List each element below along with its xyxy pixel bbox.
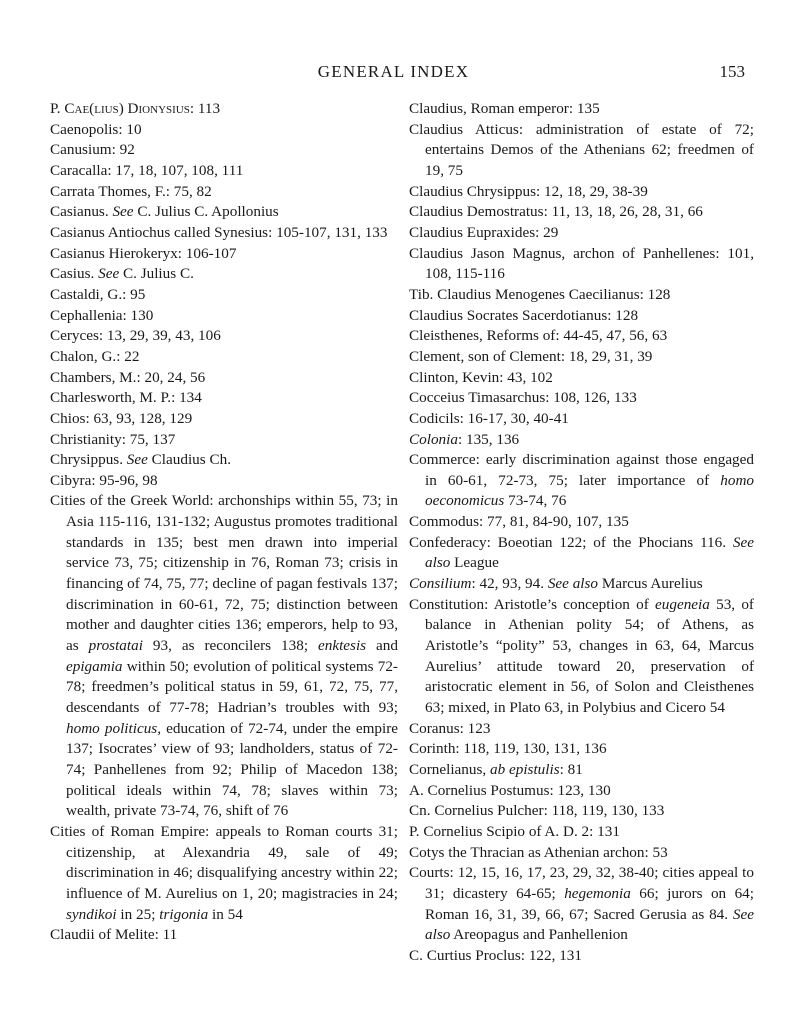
entry-text: League	[450, 554, 499, 572]
entry-text: Cocceius Timasarchus: 108, 126, 133	[409, 389, 637, 407]
entry-text: Clement, son of Clement: 18, 29, 31, 39	[409, 347, 653, 365]
entry-text: Claudius Jason Magnus, archon of Panhellenes: 101, 108, 115-116	[409, 244, 754, 283]
entry-text: Claudius Atticus: administration of estate of 72; entertains Demos of the Athenians 62; freedmen of 19, 75	[409, 120, 754, 179]
index-entry	[50, 925, 398, 946]
entry-text: See also	[425, 533, 754, 572]
entry-text: in 54	[208, 905, 243, 923]
entry-text: Caracalla: 17, 18, 107, 108, 111	[50, 161, 244, 179]
entry-text: homo politicus,	[66, 719, 161, 737]
index-entry	[50, 822, 398, 925]
entry-text: Casianus Hierokeryx: 106-107	[50, 244, 237, 262]
entry-text: Chios: 63, 93, 128, 129	[50, 409, 193, 427]
entry-text: Marcus Aurelius	[598, 575, 703, 593]
index-entry	[409, 863, 754, 946]
entry-text: epigamia	[66, 657, 123, 675]
index-entry	[409, 533, 754, 574]
entry-text: ab epistulis	[490, 761, 560, 778]
entry-text: Confederacy: Boeotian 122; of the Phocians 116.	[409, 533, 733, 551]
entry-text: Cibyra: 95-96, 98	[50, 471, 158, 489]
entry-text: Cornelianus,	[409, 761, 490, 778]
entry-text: Areopagus and Panhellenion	[450, 926, 628, 944]
entry-text: Casius.	[50, 265, 99, 283]
entry-text: Cleisthenes, Reforms of: 44-45, 47, 56, 63	[409, 327, 668, 345]
entry-text: eugeneia	[655, 595, 710, 613]
page-header	[0, 62, 787, 86]
index-entry	[50, 161, 398, 182]
entry-text: Claudius Eupraxides: 29	[409, 223, 559, 241]
index-entry	[50, 223, 398, 244]
entry-text: enktesis	[318, 637, 367, 655]
index-entry	[409, 326, 754, 347]
entry-text: Charlesworth, M. P.: 134	[50, 389, 202, 407]
entry-text: Chrysippus.	[50, 451, 127, 469]
entry-text: Carrata Thomes, F.: 75, 82	[50, 182, 212, 200]
index-entry	[409, 202, 754, 223]
entry-text: Codicils: 16-17, 30, 40-41	[409, 409, 569, 427]
index-entry	[409, 574, 754, 595]
index-entry	[409, 822, 754, 843]
entry-text: prostatai	[88, 637, 143, 655]
index-entry	[409, 512, 754, 533]
entry-text: Chalon, G.: 22	[50, 347, 140, 365]
entry-text: ae	[74, 100, 90, 117]
entry-text: Cities of the Greek World: archonships within 55, 73; in Asia 115-116, 131-132; Augustus promotes traditional standards in 135; best men drawn into imperial service 73, 75; citizenship in 76, Roman 73; crisis in financing of 74, 75, 77; decline of pagan festivals 137; discrimination in 60-61, 72, 75; distinction between mother and daughter cities 136; emperors, help to 93, as	[50, 492, 398, 655]
index-entry	[409, 781, 754, 802]
running-title: GENERAL INDEX	[317, 62, 470, 81]
entry-text: Claudius, Roman emperor: 135	[409, 100, 600, 117]
entry-text: Constitution: Aristotle’s conception of	[409, 595, 656, 613]
entry-text: syndikoi	[66, 905, 117, 923]
entry-text: See also	[547, 575, 599, 593]
entry-text: Commerce: early discrimination against those engaged in 60-61, 72-73, 75; later importance of	[409, 451, 754, 489]
entry-text: 73-74, 76	[504, 492, 567, 510]
entry-text: : 135, 136	[457, 430, 520, 448]
entry-text: C. Curtius Proclus: 122, 131	[409, 946, 582, 964]
entry-text: Claudii of Melite: 11	[50, 926, 178, 944]
index-entry	[409, 368, 754, 389]
index-entry	[50, 264, 398, 285]
index-entry	[50, 471, 398, 492]
entry-text: (	[89, 100, 95, 117]
index-entry	[409, 99, 754, 120]
index-entry	[409, 285, 754, 306]
entry-text: : 42, 93, 94.	[471, 575, 548, 593]
entry-text: See	[126, 451, 148, 469]
entry-text: Commodus: 77, 81, 84-90, 107, 135	[409, 513, 629, 531]
entry-text: trigonia	[159, 905, 209, 923]
entry-text: Consilium	[409, 575, 472, 593]
entry-text: Courts: 12, 15, 16, 17, 23, 29, 32, 38-40; cities appeal to 31; dicastery 64-65;	[409, 864, 754, 902]
entry-text: Coranus: 123	[409, 719, 491, 737]
entry-text: within 50; evolution of political systems 72-78; freedmen’s political status in 59, 61, 72, 75, 77, descendants of 77-78; Hadrian’s troubles with 93;	[66, 657, 398, 717]
page-number: 153	[719, 62, 745, 81]
index-entry	[409, 388, 754, 409]
index-entry	[50, 182, 398, 203]
index-entry	[409, 409, 754, 430]
entry-text: See	[112, 203, 134, 221]
entry-text: Claudius Ch.	[147, 451, 231, 469]
entry-text: education of 72-74, under the empire 137; Isocrates’ view of 93; landholders, status of 72-74; Panhellenes from 92; Philip of Macedon 138; political ideals within 74, 78; slaves within 73; wealth, private 73-74, 76, shift of 76	[66, 719, 399, 820]
index-entry	[409, 595, 754, 719]
index-entry	[50, 244, 398, 265]
entry-text: lius	[94, 100, 119, 117]
index-entry	[409, 244, 754, 285]
entry-text: 93, as reconcilers 138;	[142, 637, 319, 655]
index-entry	[409, 182, 754, 203]
entry-text: P. C	[50, 100, 75, 117]
index-entry	[50, 285, 398, 306]
index-entry	[409, 430, 754, 451]
entry-text: : 81	[559, 761, 583, 778]
entry-text: Castaldi, G.: 95	[50, 285, 146, 303]
entry-text: A. Cornelius Postumus: 123, 130	[409, 781, 611, 799]
entry-text: 53, of balance in Athenian polity 54; of Athens, as Aristotle’s “polity” 53, changes in 63, 64, Marcus Aurelius’ attitude toward 20, preservation of aristocratic element in 56, of Solon and Cleisthenes 63; mixed, in Plato 63, in Polybius and Cicero 54	[425, 595, 754, 717]
entry-text: Cephallenia: 130	[50, 306, 154, 324]
index-entry	[50, 430, 398, 451]
entry-text: Tib. Claudius Menogenes Caecilianus: 128	[409, 285, 671, 303]
index-entry	[409, 843, 754, 864]
entry-text: Clinton, Kevin: 43, 102	[409, 368, 553, 386]
entry-text: Cotys the Thracian as Athenian archon: 53	[409, 843, 668, 861]
index-entry	[409, 719, 754, 740]
entry-text: Claudius Demostratus: 11, 13, 18, 26, 28, 31, 66	[409, 203, 703, 221]
index-entry	[50, 140, 398, 161]
index-entry	[409, 120, 754, 182]
entry-text: Casianus Antiochus called Synesius: 105-107, 131, 133	[50, 223, 388, 241]
index-entry	[409, 347, 754, 368]
entry-text: Christianity: 75, 137	[50, 430, 176, 448]
entry-text: ionysius	[138, 100, 190, 117]
index-entry	[50, 450, 398, 471]
entry-text: Claudius Chrysippus: 12, 18, 29, 38-39	[409, 182, 648, 200]
index-entry	[409, 223, 754, 244]
index-entry	[50, 409, 398, 430]
index-entry	[50, 368, 398, 389]
entry-text: homo oeconomicus	[425, 471, 754, 510]
entry-text: Cn. Cornelius Pulcher: 118, 119, 130, 133	[409, 802, 665, 820]
entry-text: See	[98, 265, 120, 283]
index-column-right	[409, 99, 754, 967]
entry-text: Colonia	[409, 430, 458, 448]
index-entry	[50, 99, 398, 120]
index-entry	[50, 388, 398, 409]
entry-text: Claudius Socrates Sacerdotianus: 128	[409, 306, 639, 324]
entry-text: C. Julius C. Apollonius	[133, 203, 279, 221]
entry-text: Cities of Roman Empire: appeals to Roman courts 31; citizenship, at Alexandria 49, sale of 49; discrimination in 46; disqualifying ancestry within 22; influence of M. Aurelius on 1, 20; magistracies in 24;	[50, 822, 398, 902]
index-column-left	[50, 99, 398, 946]
index-entry	[50, 306, 398, 327]
index-entry	[50, 326, 398, 347]
index-entry	[50, 491, 398, 822]
index-entry	[409, 306, 754, 327]
entry-text: P. Cornelius Scipio of A. D. 2: 131	[409, 822, 620, 840]
index-entry	[50, 120, 398, 141]
entry-text: C. Julius C.	[119, 265, 194, 283]
index-entry	[409, 760, 754, 781]
entry-text: hegemonia	[564, 884, 631, 902]
entry-text: Ceryces: 13, 29, 39, 43, 106	[50, 327, 221, 345]
entry-text: ) D	[118, 100, 139, 117]
index-entry	[409, 450, 754, 512]
index-entry	[409, 801, 754, 822]
entry-text: Canusium: 92	[50, 141, 135, 159]
entry-text: See also	[425, 905, 754, 944]
index-entry	[50, 347, 398, 368]
index-entry	[50, 202, 398, 223]
entry-text: Casianus.	[50, 203, 113, 221]
entry-text: Chambers, M.: 20, 24, 56	[50, 368, 206, 386]
entry-text: Caenopolis: 10	[50, 120, 142, 138]
entry-text: and	[366, 637, 398, 655]
index-entry	[409, 946, 754, 967]
entry-text: Corinth: 118, 119, 130, 131, 136	[409, 740, 607, 758]
entry-text: in 25;	[116, 905, 160, 923]
entry-text: : 113	[189, 100, 221, 117]
index-entry	[409, 739, 754, 760]
entry-text: 66; jurors on 64; Roman 16, 31, 39, 66, 67; Sacred Gerusia as 84.	[425, 884, 754, 923]
